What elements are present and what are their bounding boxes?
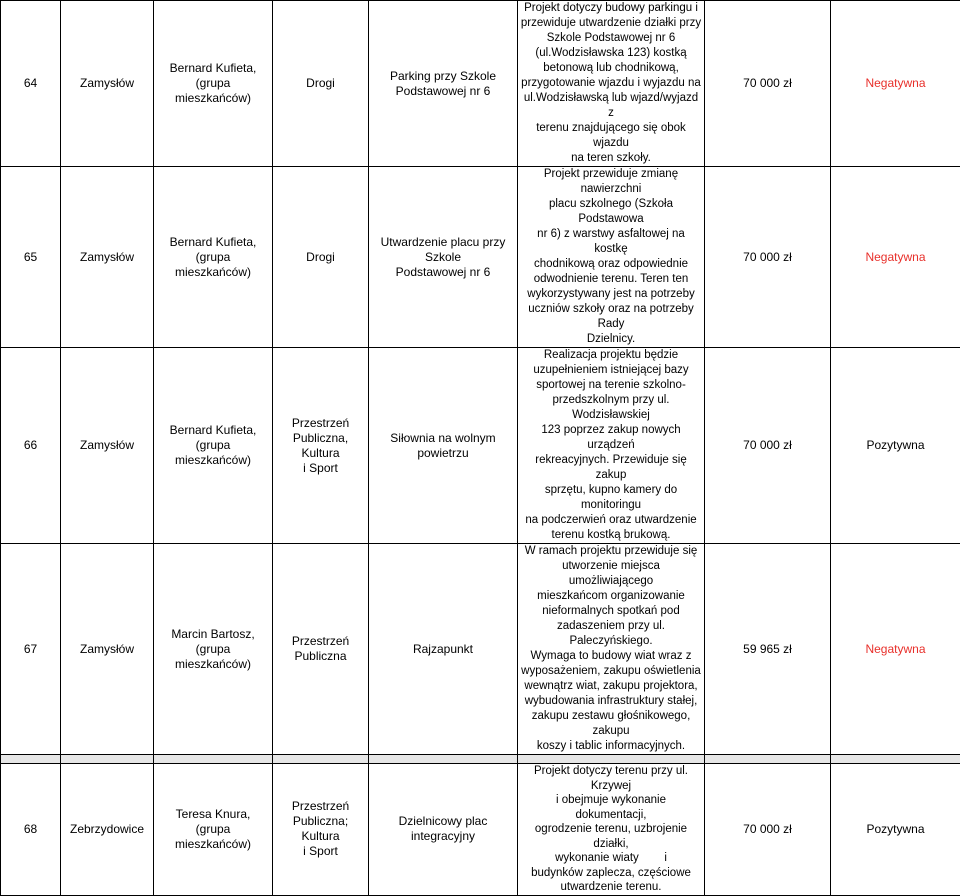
cell-nr: 65	[1, 167, 61, 348]
cell-project-name: Rajzapunkt	[369, 544, 518, 755]
cell-assessment: Negatywna	[831, 1, 960, 167]
cell-gmina: Zamysłów	[61, 348, 154, 544]
table-row	[1, 167, 960, 348]
cell-nr: 66	[1, 348, 61, 544]
cell-nr: 64	[1, 1, 61, 167]
cell-gmina: Zamysłów	[61, 544, 154, 755]
cell-category: Drogi	[273, 1, 369, 167]
cell-description: Projekt dotyczy terenu przy ul. Krzywej i obejmuje wykonanie dokumentacji, ogrodzenie terenu, uzbrojenie działki, wykonanie wiaty i budynków zaplecza, częściowe utwardzenie terenu.	[518, 764, 705, 896]
table-row	[1, 764, 960, 896]
cell-project-name: Utwardzenie placu przy Szkole Podstawowej nr 6	[369, 167, 518, 348]
cell-cost: 59 965 zł	[705, 544, 831, 755]
cell-gmina: Zamysłów	[61, 167, 154, 348]
cell-applicant: Marcin Bartosz, (grupa mieszkańców)	[154, 544, 273, 755]
cell-nr: 68	[1, 764, 61, 896]
cell-cost: 70 000 zł	[705, 764, 831, 896]
cell-description: Realizacja projektu będzie uzupełnieniem istniejącej bazy sportowej na terenie szkolno- przedszkolnym przy ul. Wodzisławskiej 123 poprzez zakup nowych urządzeń rekreacyjnych. Przewiduje się zakup sprzętu, kupno kamery do monitoringu na podczerwień oraz utwardzenie terenu kostką brukową.	[518, 348, 705, 544]
row-separator	[1, 755, 960, 764]
cell-cost: 70 000 zł	[705, 1, 831, 167]
cell-category: Przestrzeń Publiczna; Kultura i Sport	[273, 764, 369, 896]
cell-applicant: Teresa Knura, (grupa mieszkańców)	[154, 764, 273, 896]
cell-assessment: Pozytywna	[831, 764, 960, 896]
cell-project-name: Dzielnicowy plac integracyjny	[369, 764, 518, 896]
cell-applicant: Bernard Kufieta, (grupa mieszkańców)	[154, 167, 273, 348]
cell-assessment: Negatywna	[831, 544, 960, 755]
cell-applicant: Bernard Kufieta, (grupa mieszkańców)	[154, 348, 273, 544]
cell-project-name: Siłownia na wolnym powietrzu	[369, 348, 518, 544]
cell-gmina: Zamysłów	[61, 1, 154, 167]
cell-category: Przestrzeń Publiczna, Kultura i Sport	[273, 348, 369, 544]
cell-nr: 67	[1, 544, 61, 755]
cell-assessment: Negatywna	[831, 167, 960, 348]
table-row	[1, 1, 960, 167]
cell-description: Projekt dotyczy budowy parkingu i przewiduje utwardzenie działki przy Szkole Podstawowej nr 6 (ul.Wodzisławska 123) kostką betonową lub chodnikową, przygotowanie wjazdu i wyjazdu na ul.Wodzisławską lub wjazd/wyjazd z terenu znajdującego się obok wjazdu na teren szkoły.	[518, 1, 705, 167]
cell-cost: 70 000 zł	[705, 348, 831, 544]
cell-description: W ramach projektu przewiduje się utworzenie miejsca umożliwiającego mieszkańcom organizowanie nieformalnych spotkań pod zadaszeniem przy ul. Paleczyńskiego. Wymaga to budowy wiat wraz z wyposażeniem, zakupu oświetlenia wewnątrz wiat, zakupu projektora, wybudowania infrastruktury stałej, zakupu zestawu głośnikowego, zakupu koszy i tablic informacyjnych.	[518, 544, 705, 755]
table-row	[1, 544, 960, 755]
cell-applicant: Bernard Kufieta, (grupa mieszkańców)	[154, 1, 273, 167]
cell-category: Przestrzeń Publiczna	[273, 544, 369, 755]
table-row	[1, 348, 960, 544]
cell-cost: 70 000 zł	[705, 167, 831, 348]
cell-project-name: Parking przy Szkole Podstawowej nr 6	[369, 1, 518, 167]
cell-gmina: Zebrzydowice	[61, 764, 154, 896]
cell-assessment: Pozytywna	[831, 348, 960, 544]
cell-description: Projekt przewiduje zmianę nawierzchni placu szkolnego (Szkoła Podstawowa nr 6) z warstwy asfaltowej na kostkę chodnikową oraz odpowiednie odwodnienie terenu. Teren ten wykorzystywany jest na potrzeby uczniów szkoły oraz na potrzeby Rady Dzielnicy.	[518, 167, 705, 348]
cell-category: Drogi	[273, 167, 369, 348]
